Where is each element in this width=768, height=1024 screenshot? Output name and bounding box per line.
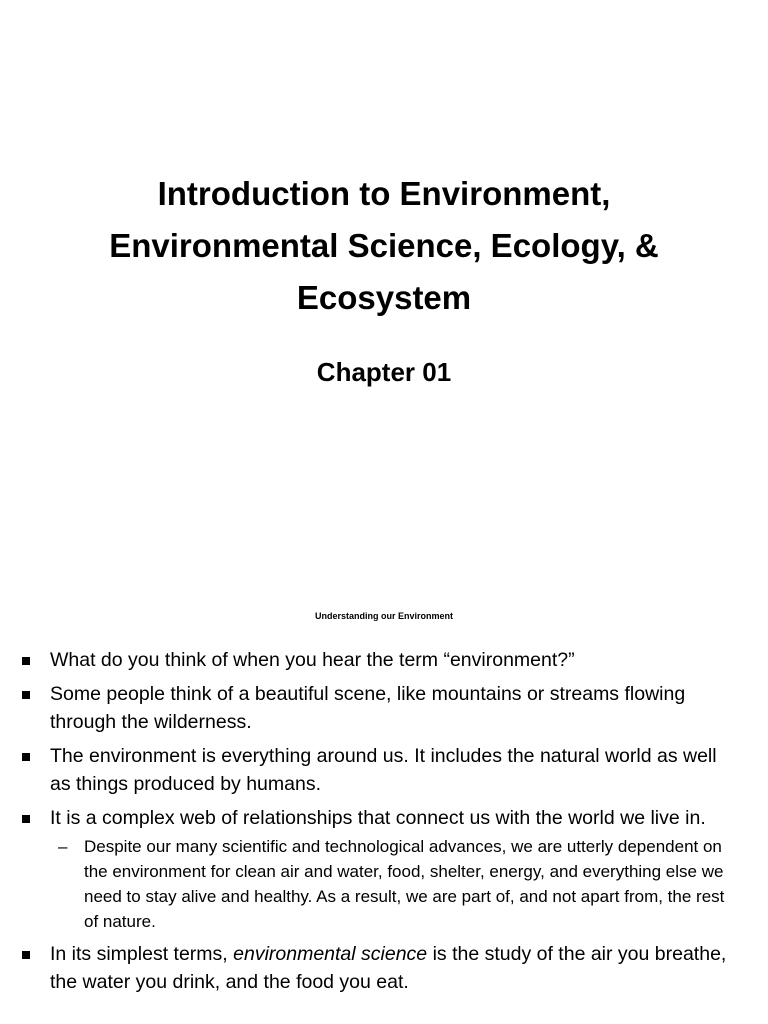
bullet-item (22, 742, 742, 798)
square-bullet-icon (22, 657, 30, 665)
slide-subtitle: Chapter 01 (316, 357, 452, 387)
square-bullet-icon (22, 691, 30, 699)
bullet-text: It is a complex web of relationships that connect us with the world we live in. (50, 807, 706, 829)
bullet-item (22, 680, 742, 736)
bullet-item (22, 940, 742, 996)
bullet-text: What do you think of when you hear the term “environment?” (50, 649, 575, 671)
section-heading: Understanding our Environment (314, 611, 453, 621)
square-bullet-icon (22, 815, 30, 823)
slide-title (40, 168, 728, 324)
bullet-item (22, 804, 742, 934)
bullet-text: The environment is everything around us. It includes the natural world as well as things produced by humans. (50, 745, 717, 795)
bullet-text-emphasis: environmental science (233, 943, 428, 965)
sub-bullet-item (50, 834, 742, 934)
title-line-1: Introduction to Environment, (157, 175, 611, 212)
square-bullet-icon (22, 753, 30, 761)
sub-bullet-list (50, 834, 742, 934)
sub-bullet-text: Despite our many scientific and technological advances, we are utterly dependent on the environment for clean air and water, food, shelter, energy, and everything else we need to stay alive and healthy. As a result, we are part of, and not apart from, the rest of nature. (84, 837, 725, 931)
bullet-item (22, 646, 742, 674)
bullet-text-after: is the study of the air you breathe, the water you drink, and the food you eat. (50, 943, 727, 993)
bullet-list (22, 646, 742, 1002)
bullet-text: Some people think of a beautiful scene, like mountains or streams flowing through the wilderness. (50, 683, 686, 733)
square-bullet-icon (22, 951, 30, 959)
bullet-text-before: In its simplest terms, (50, 943, 234, 965)
title-line-2: Environmental Science, Ecology, & (109, 227, 659, 264)
bullet-text (50, 943, 726, 993)
title-line-3: Ecosystem (296, 279, 472, 316)
dash-bullet-icon: – (58, 837, 68, 856)
